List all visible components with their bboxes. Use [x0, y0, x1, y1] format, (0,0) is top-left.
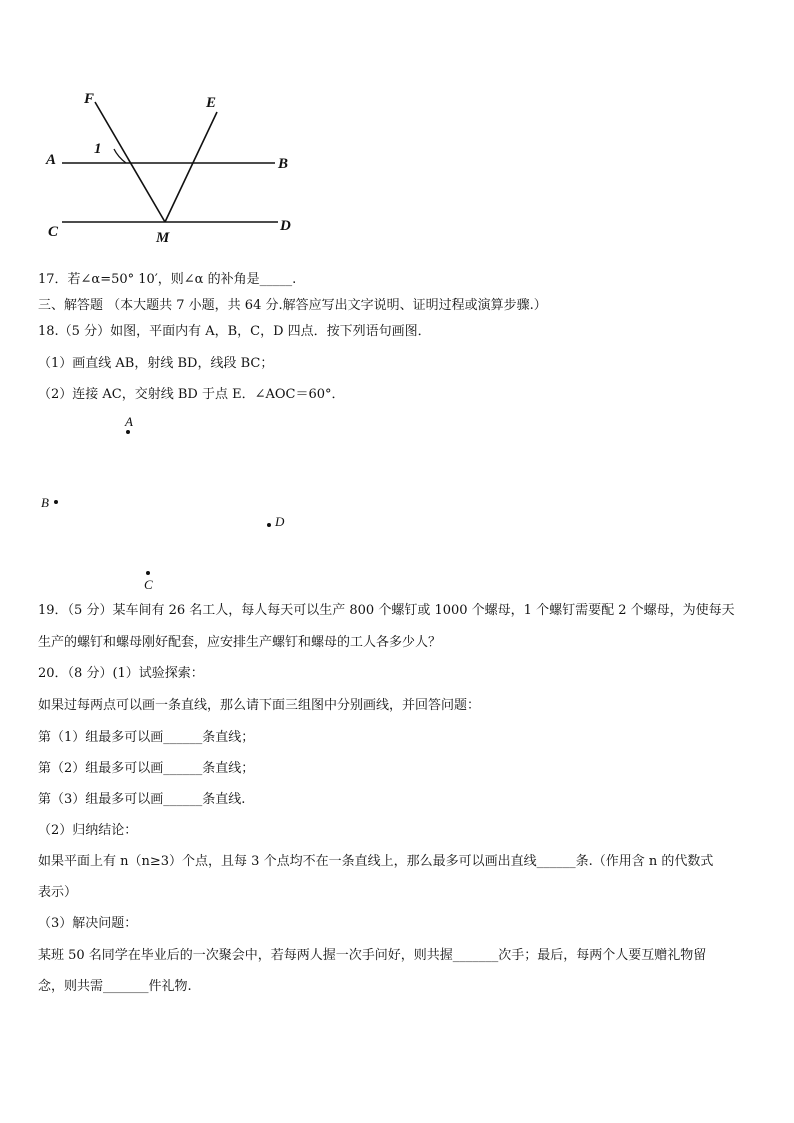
question-20-part-2-heading: （2）归纳结论：: [38, 823, 138, 838]
point-b-label: B: [41, 495, 49, 510]
label-a: A: [46, 152, 57, 168]
question-20-part-3-line-1: 某班 50 名同学在毕业后的一次聚会中，若每两人握一次手问好，则共握_______次手；最后，每两个人要互赠礼物留: [38, 948, 707, 963]
question-17: 17．若∠α=50° 10′，则∠α 的补角是_____.: [38, 272, 297, 287]
label-f: F: [84, 91, 95, 107]
section-heading-3: 三、解答题 （本大题共 7 小题，共 64 分.解答应写出文字说明、证明过程或演算步骤.）: [38, 298, 547, 313]
ray-mf: [95, 102, 165, 222]
question-20-intro: 如果过每两点可以画一条直线，那么请下面三组图中分别画线，并回答问题：: [38, 698, 481, 713]
question-20-part-2-line-1: 如果平面上有 n（n≥3）个点，且每 3 个点均不在一条直线上，那么最多可以画出直线______条.（作用含 n 的代数式: [38, 854, 714, 869]
point-d-dot: [267, 523, 271, 527]
point-a-dot: [126, 430, 130, 434]
question-20-stem: 20．（8 分）(1）试验探索：: [38, 666, 204, 681]
question-19-line-2: 生产的螺钉和螺母刚好配套，应安排生产螺钉和螺母的工人各多少人？: [38, 635, 442, 650]
question-20-group-1: 第（1）组最多可以画______条直线；: [38, 730, 255, 745]
point-a-label: A: [125, 414, 133, 429]
label-c: C: [48, 224, 59, 240]
question-20-group-2: 第（2）组最多可以画______条直线；: [38, 761, 255, 776]
label-e: E: [206, 95, 217, 111]
question-18-stem: 18.（5 分）如图，平面内有 A，B，C，D 四点．按下列语句画图．: [38, 324, 431, 339]
point-c-dot: [146, 571, 150, 575]
points-figure: [30, 410, 330, 595]
question-20-part-3-line-2: 念，则共需_______件礼物.: [38, 979, 192, 994]
label-b: B: [278, 156, 289, 172]
question-20-group-3: 第（3）组最多可以画______条直线.: [38, 792, 246, 807]
point-b-dot: [54, 500, 58, 504]
question-20-part-3-heading: （3）解决问题：: [38, 916, 138, 931]
question-18-part-1: （1）画直线 AB，射线 BD，线段 BC；: [38, 356, 274, 371]
geometry-figure: [40, 85, 310, 250]
ray-me: [165, 112, 217, 222]
label-angle-1: 1: [94, 141, 102, 157]
question-19-line-1: 19．（5 分）某车间有 26 名工人，每人每天可以生产 800 个螺钉或 1000 个螺母，1 个螺钉需要配 2 个螺母，为使每天: [38, 603, 735, 618]
label-m: M: [156, 230, 170, 246]
question-18-part-2: （2）连接 AC，交射线 BD 于点 E．∠AOC＝60°．: [38, 387, 345, 402]
point-c-label: C: [144, 577, 153, 592]
question-20-part-2-line-2: 表示）: [38, 885, 78, 900]
point-d-label: D: [275, 514, 285, 529]
label-d: D: [280, 218, 291, 234]
